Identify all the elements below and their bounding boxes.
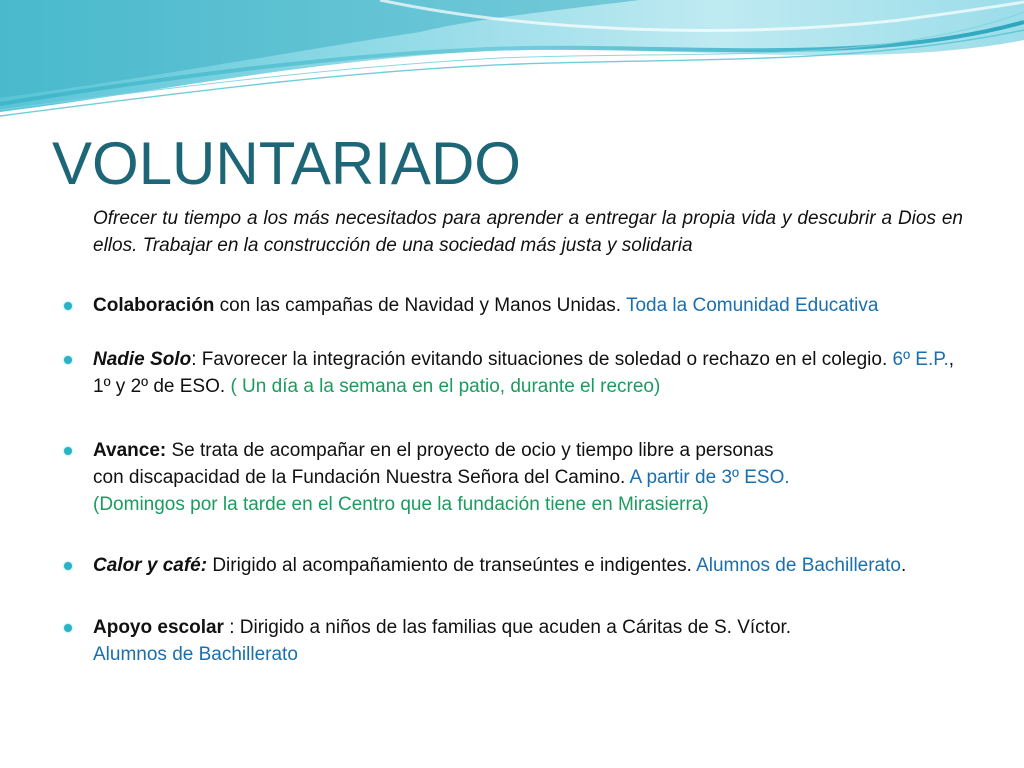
item-lead: Apoyo escolar [93, 617, 224, 638]
item-audience: A partir de 3º ESO. [625, 467, 790, 488]
item-audience: Alumnos de Bachillerato [93, 644, 298, 665]
item-audience: Toda la Comunidad Educativa [625, 295, 879, 316]
item-text: con las campañas de Navidad y Manos Unidas. [214, 295, 626, 316]
slide-title: VOLUNTARIADO [52, 130, 521, 197]
item-lead: Avance: [93, 440, 167, 461]
item-audience-primary: 6º E.P. [892, 349, 949, 370]
header-wave-decoration [0, 0, 1024, 130]
intro-paragraph: Ofrecer tu tiempo a los más necesitados para aprender a entregar la propia vida y descubrir a Dios en ellos. Trabajar en la construcción de una sociedad más justa y solidaria [93, 208, 963, 256]
item-audience-secondary: , 1º y 2º de ESO. [93, 349, 955, 397]
list-item-avance [64, 437, 963, 518]
item-text-line-1: Se trata de acompañar en el proyecto de ocio y tiempo libre a personas [166, 440, 774, 461]
list-item-colaboracion [64, 292, 963, 319]
item-text: Dirigido al acompañamiento de transeúntes e indigentes. [207, 555, 697, 576]
item-audience: Alumnos de Bachillerato [696, 555, 901, 576]
item-lead: Calor y café: [93, 555, 208, 576]
list-item-apoyo-escolar [64, 614, 963, 668]
item-text: : Favorecer la integración evitando situaciones de soledad o rechazo en el colegio. [191, 349, 893, 370]
item-tail: . [900, 555, 907, 576]
item-text: : Dirigido a niños de las familias que acuden a Cáritas de S. Víctor. [223, 617, 792, 638]
item-lead: Nadie Solo [93, 349, 192, 370]
bullet-icon [64, 302, 72, 310]
list-item-calor-y-cafe [64, 552, 963, 579]
list-item-nadie-solo [64, 346, 963, 400]
item-schedule: ( Un día a la semana en el patio, durante el recreo) [225, 376, 661, 397]
item-lead: Colaboración [93, 295, 215, 316]
activity-list [64, 292, 963, 668]
bullet-icon [64, 356, 72, 364]
bullet-icon [64, 624, 72, 632]
bullet-icon [64, 562, 72, 570]
item-schedule: (Domingos por la tarde en el Centro que la fundación tiene en Mirasierra) [93, 494, 709, 515]
item-text-line-2: con discapacidad de la Fundación Nuestra Señora del Camino. [93, 467, 626, 488]
bullet-icon [64, 447, 72, 455]
